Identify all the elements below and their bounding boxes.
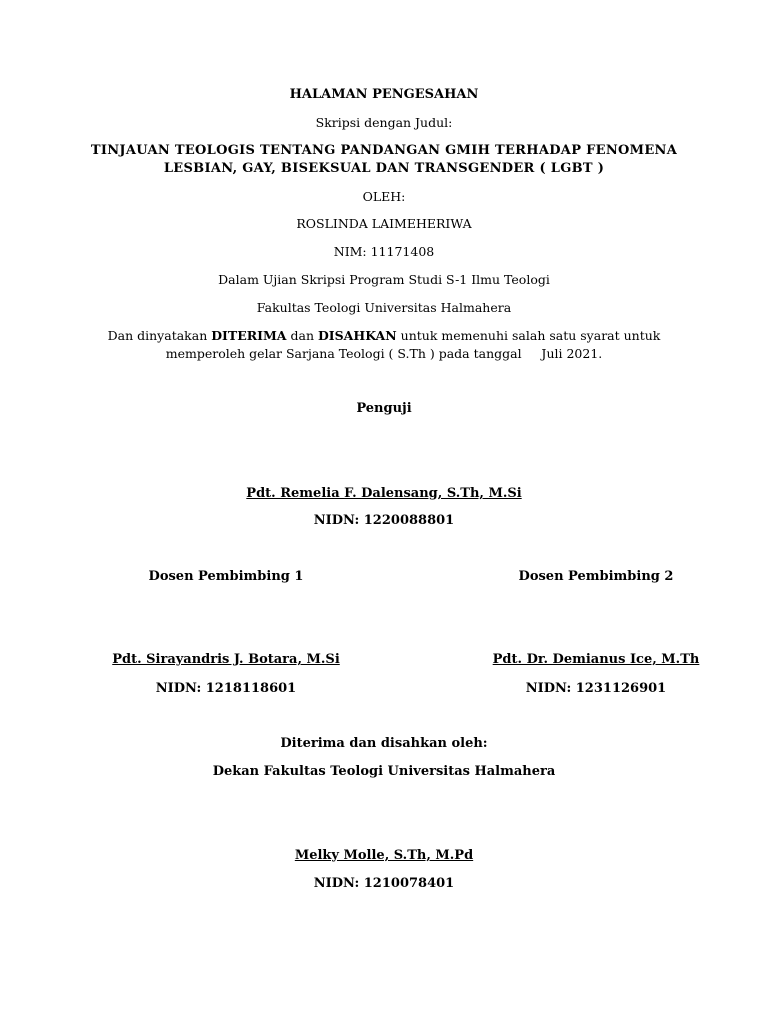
statement-part-3: untuk memenuhi salah satu syarat untuk [396,328,661,343]
by-label: OLEH: [362,189,406,204]
statement-part-1: Dan dinyatakan [107,328,212,343]
thesis-title-line-1: TINJAUAN TEOLOGIS TENTANG PANDANGAN GMIH TERHADAP FENOMENA [90,143,678,158]
dean-nidn: NIDN: 1210078401 [313,876,455,891]
examiner-nidn: NIDN: 1220088801 [313,513,455,528]
faculty-line: Fakultas Teologi Universitas Halmahera [256,300,512,315]
examiner-name: Pdt. Remelia F. Dalensang, S.Th, M.Si [246,486,522,501]
exam-line: Dalam Ujian Skripsi Program Studi S-1 Ilmu Teologi [218,272,550,287]
dean-name: Melky Molle, S.Th, M.Pd [294,848,474,863]
supervisor-2-label: Dosen Pembimbing 2 [518,569,674,584]
statement-line-2: memperoleh gelar Sarjana Teologi ( S.Th ) pada tanggal Juli 2021. [165,346,603,361]
thesis-title-line-2: LESBIAN, GAY, BISEKSUAL DAN TRANSGENDER ( LGBT ) [163,161,605,176]
supervisor-2-name: Pdt. Dr. Demianus Ice, M.Th [492,652,700,667]
supervisor-1-name: Pdt. Sirayandris J. Botara, M.Si [112,652,340,667]
statement-line-1 [0,327,768,345]
accepted-word: DITERIMA [211,328,287,343]
supervisor-1-nidn: NIDN: 1218118601 [155,681,297,696]
subheading: Skripsi dengan Judul: [315,115,453,130]
supervisor-1-label: Dosen Pembimbing 1 [148,569,304,584]
supervisor-2-nidn: NIDN: 1231126901 [525,681,667,696]
author-name: ROSLINDA LAIMEHERIWA [296,216,472,231]
approval-line-1: Diterima dan disahkan oleh: [280,736,488,751]
approved-word: DISAHKAN [317,328,397,343]
statement-part-2: dan [286,328,318,343]
author-nim: NIM: 11171408 [333,244,435,259]
approval-line-2: Dekan Fakultas Teologi Universitas Halmahera [212,764,556,779]
examiner-label: Penguji [356,401,412,416]
page-heading: HALAMAN PENGESAHAN [289,87,479,102]
